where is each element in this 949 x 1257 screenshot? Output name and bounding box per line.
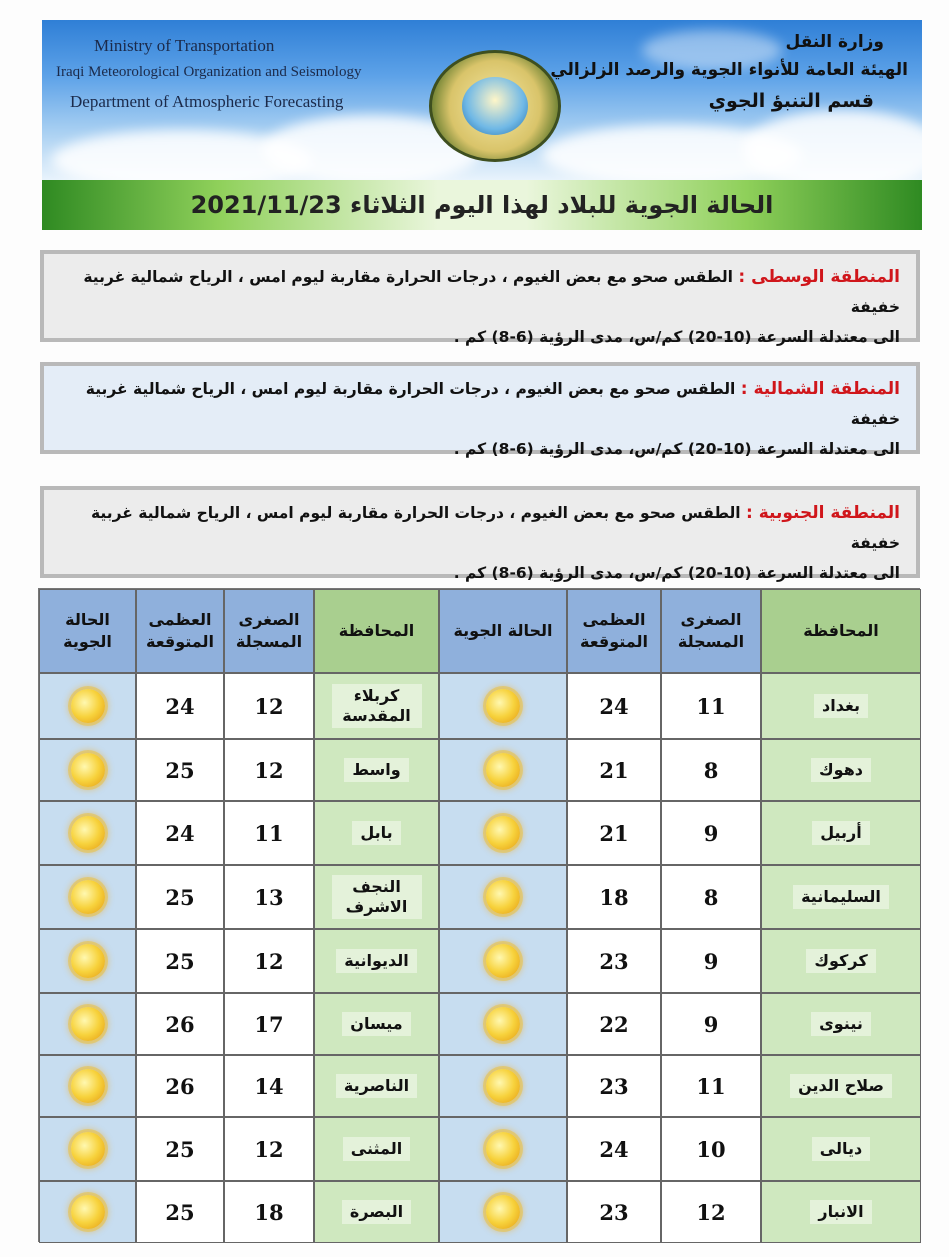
governorate-name: الديوانية xyxy=(336,949,417,973)
max-temp-cell: 24 xyxy=(136,801,224,865)
min-temp-cell: 10 xyxy=(661,1117,761,1181)
sun-icon xyxy=(71,753,105,787)
weather-cell xyxy=(439,993,567,1055)
column-header-label: الصغرى المسجلة xyxy=(677,610,745,651)
sun-icon xyxy=(486,880,520,914)
organization-name-en: Iraqi Meteorological Organization and Seismology xyxy=(56,64,362,80)
table-column-min xyxy=(661,589,761,1241)
governorate-name: نينوى xyxy=(811,1012,871,1036)
weather-cell xyxy=(39,739,136,801)
governorate-name: البصرة xyxy=(342,1200,411,1224)
column-header-min xyxy=(224,589,314,673)
governorate-cell xyxy=(314,739,439,801)
weather-cell xyxy=(39,993,136,1055)
min-temp-cell: 12 xyxy=(224,739,314,801)
governorate-cell xyxy=(761,673,921,739)
governorate-cell xyxy=(314,1055,439,1117)
sun-icon xyxy=(486,1007,520,1041)
governorate-name: النجف الاشرف xyxy=(332,875,422,919)
sun-icon xyxy=(71,1195,105,1229)
max-temp-cell: 23 xyxy=(567,1181,661,1243)
weather-cell xyxy=(439,865,567,929)
governorate-cell xyxy=(761,929,921,993)
governorate-cell xyxy=(314,865,439,929)
department-name-ar: قسم التنبؤ الجوي xyxy=(708,90,874,112)
table-column-max xyxy=(136,589,224,1241)
column-header-label: العظمى المتوقعة xyxy=(580,610,648,651)
governorate-name: الانبار xyxy=(810,1200,871,1224)
max-temp-cell: 24 xyxy=(136,673,224,739)
column-header-min xyxy=(661,589,761,673)
column-header-weather xyxy=(39,589,136,673)
max-temp-cell: 24 xyxy=(567,673,661,739)
min-temp-cell: 9 xyxy=(661,801,761,865)
min-temp-cell: 9 xyxy=(661,993,761,1055)
min-temp-cell: 9 xyxy=(661,929,761,993)
title-bar xyxy=(42,180,922,230)
column-header-gov xyxy=(761,589,921,673)
min-temp-cell: 12 xyxy=(224,673,314,739)
ministry-name-en: Ministry of Transportation xyxy=(94,36,275,55)
governorate-cell xyxy=(761,865,921,929)
governorate-cell xyxy=(761,993,921,1055)
sun-icon xyxy=(486,1132,520,1166)
ministry-name-ar: وزارة النقل xyxy=(785,32,884,52)
region-name: المنطقة الجنوبية : xyxy=(746,503,900,523)
governorate-name: ديالى xyxy=(812,1137,870,1161)
sun-icon xyxy=(486,753,520,787)
max-temp-cell: 25 xyxy=(136,1181,224,1243)
min-temp-cell: 17 xyxy=(224,993,314,1055)
governorate-name: صلاح الدين xyxy=(790,1074,892,1098)
sun-icon xyxy=(71,1069,105,1103)
governorate-cell xyxy=(314,673,439,739)
forecast-box-north xyxy=(40,362,920,458)
sun-icon xyxy=(71,944,105,978)
department-name-en: Department of Atmospheric Forecasting xyxy=(70,92,344,111)
sun-icon xyxy=(486,689,520,723)
organization-name-ar: الهيئة العامة للأنواء الجوية والرصد الزلزالي xyxy=(550,60,908,80)
forecast-text-line2: الى معتدلة السرعة (10-20) كم/س، مدى الرؤية (6-8) كم . xyxy=(453,564,900,582)
max-temp-cell: 24 xyxy=(567,1117,661,1181)
table-column-weather xyxy=(39,589,136,1241)
weather-cell xyxy=(39,865,136,929)
governorate-name: دهوك xyxy=(811,758,871,782)
column-header-label: الحالة الجوية xyxy=(63,610,112,651)
min-temp-cell: 8 xyxy=(661,865,761,929)
column-header-max xyxy=(567,589,661,673)
forecast-text-line1: الطقس صحو مع بعض الغيوم ، درجات الحرارة مقاربة ليوم امس ، الرياح شمالية غربية خفيفة xyxy=(83,268,900,316)
sun-icon xyxy=(71,816,105,850)
governorate-name: السليمانية xyxy=(793,885,889,909)
max-temp-cell: 26 xyxy=(136,1055,224,1117)
organization-seal-logo xyxy=(429,50,561,162)
forecast-text-line1: الطقس صحو مع بعض الغيوم ، درجات الحرارة مقاربة ليوم امس ، الرياح شمالية غربية خفيفة xyxy=(91,504,900,552)
forecast-box-south xyxy=(40,486,920,582)
min-temp-cell: 12 xyxy=(224,1117,314,1181)
sun-icon xyxy=(71,689,105,723)
governorate-cell xyxy=(761,739,921,801)
weather-cell xyxy=(439,1117,567,1181)
region-name: المنطقة الشمالية : xyxy=(740,379,900,399)
weather-cell xyxy=(39,929,136,993)
governorate-table xyxy=(38,588,920,1242)
sun-icon xyxy=(71,880,105,914)
governorate-name: بغداد xyxy=(814,694,868,718)
column-header-weather xyxy=(439,589,567,673)
weather-cell xyxy=(39,673,136,739)
min-temp-cell: 11 xyxy=(661,673,761,739)
max-temp-cell: 23 xyxy=(567,1055,661,1117)
governorate-name: الناصرية xyxy=(336,1074,417,1098)
table-column-gov xyxy=(761,589,921,1241)
min-temp-cell: 8 xyxy=(661,739,761,801)
weather-cell xyxy=(439,1055,567,1117)
min-temp-cell: 11 xyxy=(661,1055,761,1117)
column-header-max xyxy=(136,589,224,673)
max-temp-cell: 25 xyxy=(136,929,224,993)
min-temp-cell: 14 xyxy=(224,1055,314,1117)
max-temp-cell: 22 xyxy=(567,993,661,1055)
min-temp-cell: 13 xyxy=(224,865,314,929)
table-column-max xyxy=(567,589,661,1241)
max-temp-cell: 18 xyxy=(567,865,661,929)
weather-cell xyxy=(39,1181,136,1243)
weather-cell xyxy=(39,1055,136,1117)
weather-cell xyxy=(439,801,567,865)
sun-icon xyxy=(71,1132,105,1166)
max-temp-cell: 21 xyxy=(567,801,661,865)
page-title: الحالة الجوية للبلاد لهذا اليوم الثلاثاء 2021/11/23 xyxy=(190,191,774,219)
table-column-min xyxy=(224,589,314,1241)
governorate-cell xyxy=(761,1181,921,1243)
min-temp-cell: 11 xyxy=(224,801,314,865)
column-header-label: المحافظة xyxy=(803,621,879,640)
max-temp-cell: 21 xyxy=(567,739,661,801)
max-temp-cell: 25 xyxy=(136,1117,224,1181)
governorate-name: ميسان xyxy=(342,1012,410,1036)
max-temp-cell: 25 xyxy=(136,865,224,929)
forecast-text-line2: الى معتدلة السرعة (10-20) كم/س، مدى الرؤية (6-8) كم . xyxy=(453,328,900,346)
column-header-label: المحافظة xyxy=(338,621,415,640)
max-temp-cell: 25 xyxy=(136,739,224,801)
governorate-cell xyxy=(314,801,439,865)
weather-cell xyxy=(439,929,567,993)
forecast-box-central xyxy=(40,250,920,346)
weather-cell xyxy=(439,1181,567,1243)
weather-cell xyxy=(439,739,567,801)
governorate-name: كربلاء المقدسة xyxy=(332,684,422,728)
governorate-name: المثنى xyxy=(343,1137,410,1161)
column-header-label: العظمى المتوقعة xyxy=(146,610,214,651)
forecast-text-line1: الطقس صحو مع بعض الغيوم ، درجات الحرارة مقاربة ليوم امس ، الرياح شمالية غربية خفيفة xyxy=(85,380,900,428)
governorate-cell xyxy=(314,929,439,993)
governorate-cell xyxy=(761,1117,921,1181)
governorate-name: أربيل xyxy=(812,821,870,845)
governorate-cell xyxy=(314,993,439,1055)
table-column-gov xyxy=(314,589,439,1241)
max-temp-cell: 26 xyxy=(136,993,224,1055)
table-column-weather xyxy=(439,589,567,1241)
sun-icon xyxy=(486,1069,520,1103)
governorate-name: بابل xyxy=(352,821,400,845)
governorate-cell xyxy=(761,1055,921,1117)
min-temp-cell: 12 xyxy=(661,1181,761,1243)
column-header-label: الصغرى المسجلة xyxy=(235,610,303,651)
min-temp-cell: 18 xyxy=(224,1181,314,1243)
governorate-cell xyxy=(761,801,921,865)
region-name: المنطقة الوسطى : xyxy=(738,267,900,287)
governorate-name: واسط xyxy=(344,758,408,782)
governorate-cell xyxy=(314,1181,439,1243)
sun-icon xyxy=(486,1195,520,1229)
weather-cell xyxy=(439,673,567,739)
header-banner xyxy=(42,20,922,180)
max-temp-cell: 23 xyxy=(567,929,661,993)
min-temp-cell: 12 xyxy=(224,929,314,993)
sun-icon xyxy=(71,1007,105,1041)
weather-cell xyxy=(39,1117,136,1181)
weather-cell xyxy=(39,801,136,865)
column-header-gov xyxy=(314,589,439,673)
sun-icon xyxy=(486,944,520,978)
governorate-name: كركوك xyxy=(806,949,875,973)
governorate-cell xyxy=(314,1117,439,1181)
column-header-label: الحالة الجوية xyxy=(453,621,553,640)
forecast-text-line2: الى معتدلة السرعة (10-20) كم/س، مدى الرؤية (6-8) كم . xyxy=(453,440,900,458)
sun-icon xyxy=(486,816,520,850)
